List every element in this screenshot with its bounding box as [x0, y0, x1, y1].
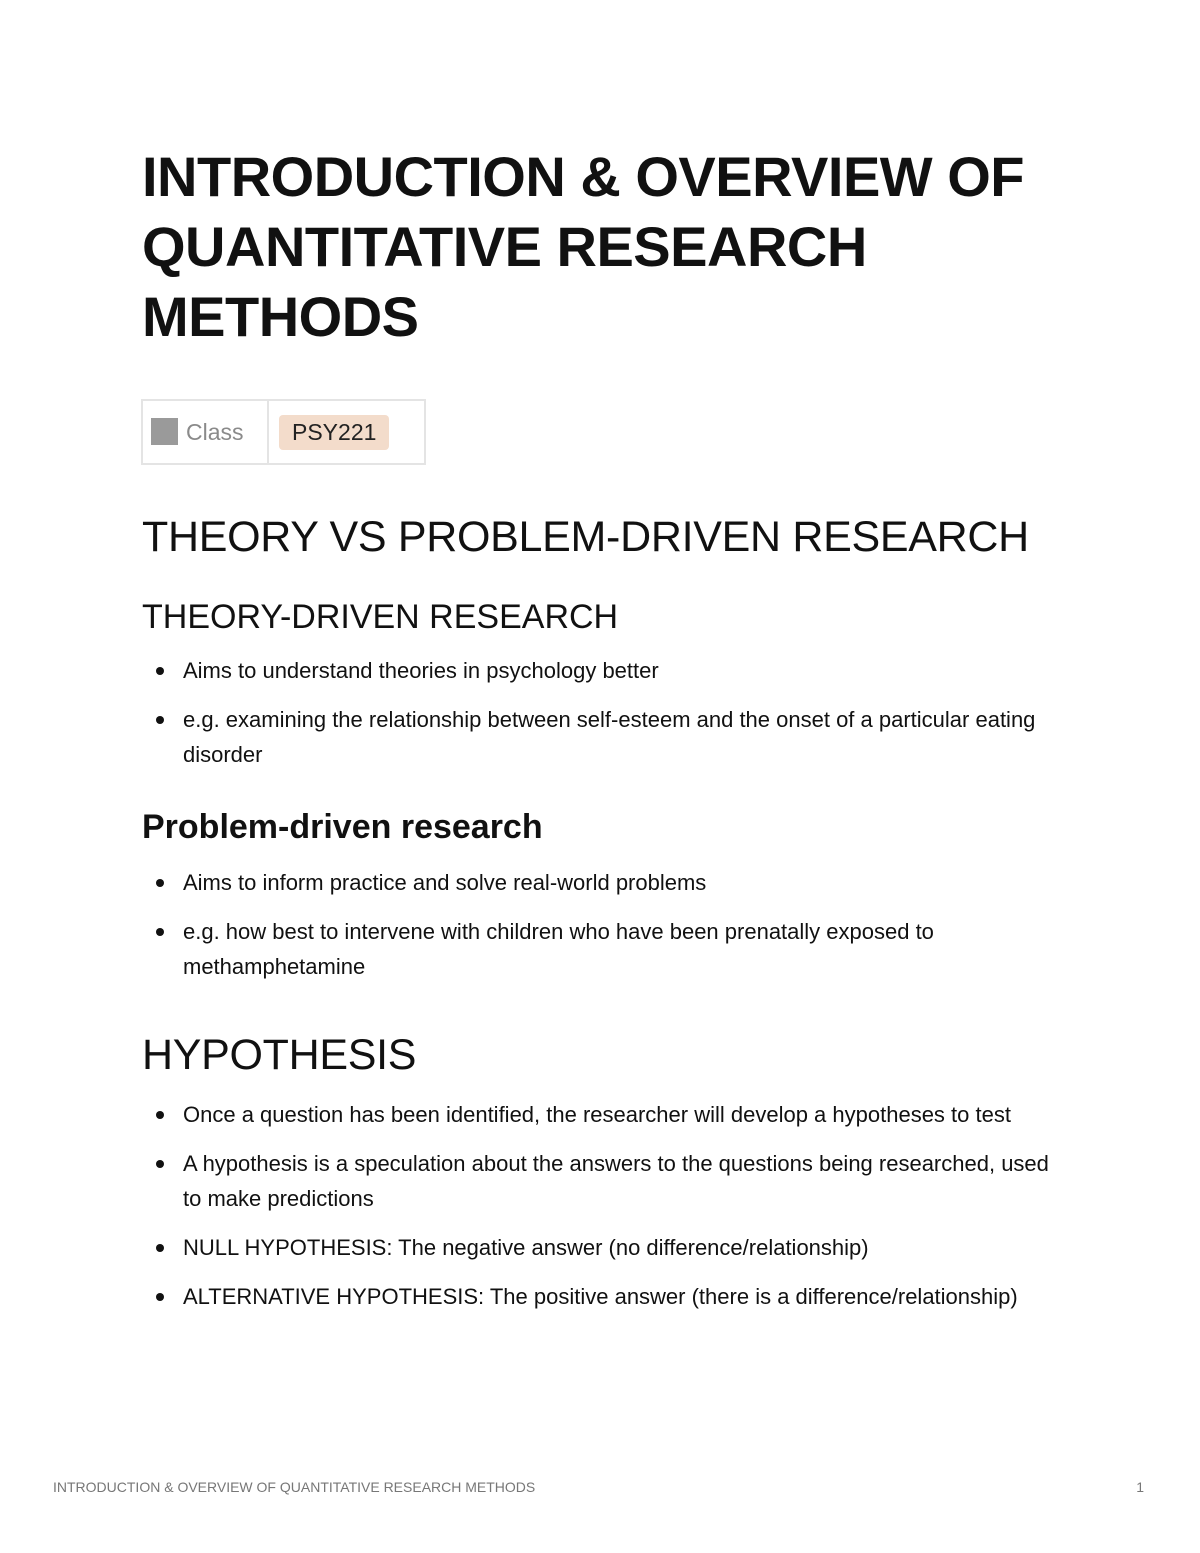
property-value[interactable] [268, 400, 425, 464]
problem-driven-list [142, 865, 1062, 998]
list-property-icon [151, 418, 178, 445]
list-item: Aims to inform practice and solve real-world problems [142, 865, 1062, 900]
theory-driven-list [142, 653, 1062, 786]
heading-hypothesis: HYPOTHESIS [142, 1031, 417, 1079]
heading-theory-driven: THEORY-DRIVEN RESEARCH [142, 598, 619, 636]
page-number: 1 [1136, 1479, 1144, 1495]
list-item: ALTERNATIVE HYPOTHESIS: The positive answer (there is a difference/relationship) [142, 1279, 1062, 1314]
property-key [142, 400, 268, 464]
property-row [142, 400, 425, 464]
properties-table [141, 399, 426, 465]
heading-problem-driven: Problem-driven research [142, 808, 543, 846]
property-key-label: Class [186, 419, 244, 445]
list-item: e.g. how best to intervene with children who have been prenatally exposed to methamphetamine [142, 914, 1062, 984]
page-title: INTRODUCTION & OVERVIEW OF QUANTITATIVE RESEARCH METHODS [142, 145, 1024, 348]
list-item: e.g. examining the relationship between self-esteem and the onset of a particular eating disorder [142, 702, 1062, 772]
heading-theory-vs-problem: THEORY VS PROBLEM-DRIVEN RESEARCH [142, 513, 1029, 561]
list-item: NULL HYPOTHESIS: The negative answer (no difference/relationship) [142, 1230, 1062, 1265]
class-tag[interactable]: PSY221 [279, 415, 389, 450]
hypothesis-list [142, 1097, 1062, 1328]
list-item: Once a question has been identified, the researcher will develop a hypotheses to test [142, 1097, 1062, 1132]
footer-title: INTRODUCTION & OVERVIEW OF QUANTITATIVE RESEARCH METHODS [53, 1479, 536, 1495]
list-item: Aims to understand theories in psychology better [142, 653, 1062, 688]
list-item: A hypothesis is a speculation about the answers to the questions being researched, used to make predictions [142, 1146, 1062, 1216]
